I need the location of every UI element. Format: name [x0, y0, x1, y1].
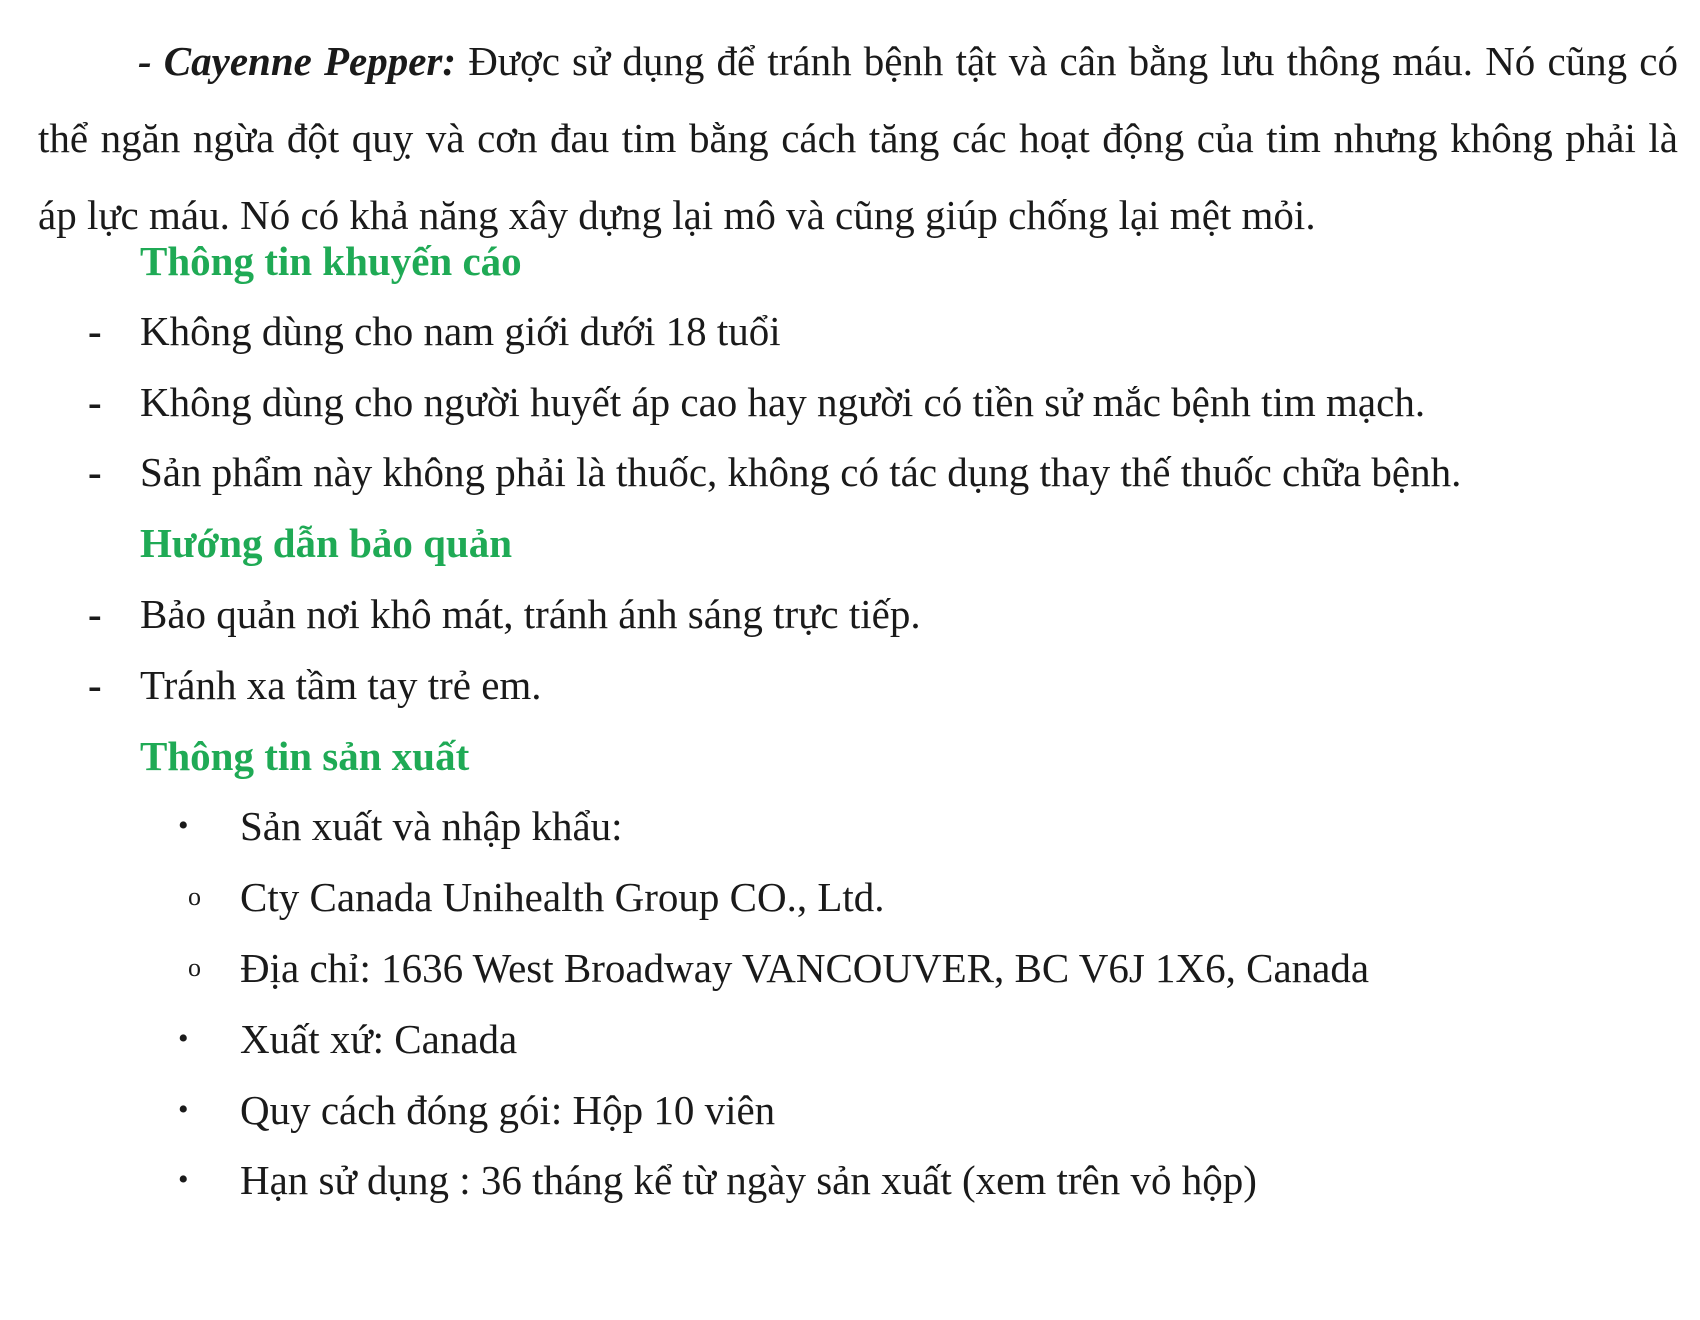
bullet-marker: •: [178, 1093, 189, 1126]
storage-item-text: Bảo quản nơi khô mát, tránh ánh sáng trực tiếp.: [140, 591, 921, 637]
warning-item-text: Không dùng cho người huyết áp cao hay người có tiền sử mắc bệnh tim mạch.: [140, 379, 1426, 425]
warning-item-text: Không dùng cho nam giới dưới 18 tuổi: [140, 308, 781, 354]
dash-marker: -: [88, 662, 102, 708]
production-heading: Thông tin sản xuất: [140, 733, 470, 779]
intro-text: Được sử dụng để tránh bệnh tật và cân bằng lưu thông máu. Nó cũng có thể ngăn ngừa đột quỵ và cơn đau tim bằng cách tăng các hoạt động của tim nhưng không phải là áp lực máu. Nó có khả năng xây dựng lại mô và cũng giúp chống lại mệt mỏi.: [38, 38, 1678, 238]
bullet-marker: •: [178, 1163, 189, 1196]
company-name: Cty Canada Unihealth Group CO., Ltd.: [240, 874, 885, 920]
storage-heading: Hướng dẫn bảo quản: [140, 520, 513, 566]
company-address: Địa chỉ: 1636 West Broadway VANCOUVER, BC V6J 1X6, Canada: [240, 945, 1370, 991]
warning-item-text: Sản phẩm này không phải là thuốc, không có tác dụng thay thế thuốc chữa bệnh.: [140, 449, 1462, 495]
dash-marker: -: [88, 591, 102, 637]
storage-item-text: Tránh xa tầm tay trẻ em.: [140, 662, 542, 708]
dash-marker: -: [88, 449, 102, 495]
circle-marker: o: [188, 953, 201, 982]
bullet-marker: •: [178, 1022, 189, 1055]
origin-text: Xuất xứ: Canada: [240, 1016, 518, 1062]
dash-marker: -: [88, 379, 102, 425]
manufacture-label: Sản xuất và nhập khẩu:: [240, 803, 623, 849]
packaging-text: Quy cách đóng gói: Hộp 10 viên: [240, 1087, 776, 1133]
intro-term: - Cayenne Pepper:: [138, 38, 457, 84]
bullet-marker: •: [178, 809, 189, 842]
expiry-text: Hạn sử dụng : 36 tháng kể từ ngày sản xuất (xem trên vỏ hộp): [240, 1157, 1257, 1203]
intro-paragraph: [38, 23, 1678, 254]
warning-heading: Thông tin khuyến cáo: [140, 238, 522, 284]
dash-marker: -: [88, 308, 102, 354]
circle-marker: o: [188, 882, 201, 911]
